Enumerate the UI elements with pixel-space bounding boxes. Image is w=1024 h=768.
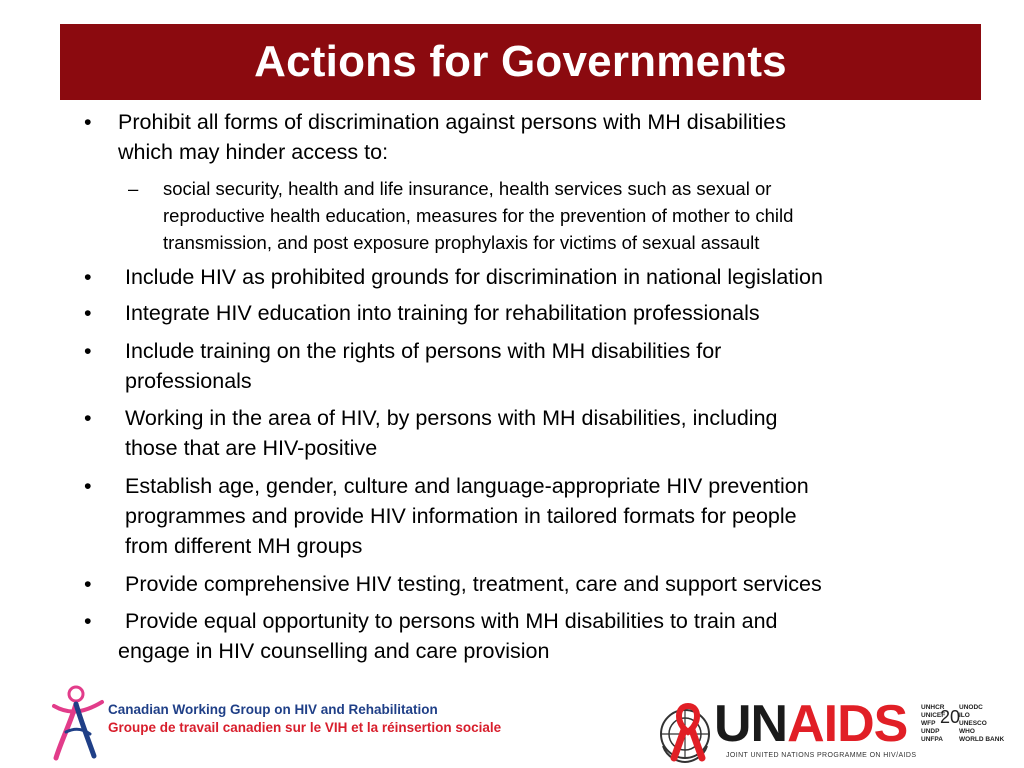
red-ribbon-icon <box>668 702 708 762</box>
bullet-item <box>84 107 964 167</box>
bullet-line: Provide comprehensive HIV testing, treatment, care and support services <box>125 572 822 596</box>
sub-bullet-item <box>128 175 958 256</box>
bullet-line: those that are HIV-positive <box>125 436 378 460</box>
cwg-name-french: Groupe de travail canadien sur le VIH et la réinsertion sociale <box>108 720 502 735</box>
unaids-un-text: UN <box>714 695 788 753</box>
bullet-line: from different MH groups <box>125 534 363 558</box>
unaids-wordmark <box>714 694 907 754</box>
sub-bullet-line: reproductive health education, measures for the prevention of mother to child <box>163 205 794 226</box>
unaids-aids-text: AIDS <box>787 695 908 753</box>
bullet-marker: • <box>84 406 92 430</box>
bullet-line: which may hinder access to: <box>118 140 389 164</box>
bullet-item <box>84 403 984 463</box>
cwg-name-english: Canadian Working Group on HIV and Rehabilitation <box>108 702 438 717</box>
sub-bullet-line: transmission, and post exposure prophylaxis for victims of sexual assault <box>163 232 760 253</box>
bullet-marker: • <box>84 265 92 289</box>
cosponsor-item: UNODC <box>959 704 983 711</box>
cosponsor-item: UNESCO <box>959 720 987 727</box>
bullet-line: Include HIV as prohibited grounds for discrimination in national legislation <box>125 265 823 289</box>
cosponsor-item: UNFPA <box>921 736 943 743</box>
bullet-line: Working in the area of HIV, by persons with MH disabilities, including <box>125 406 778 430</box>
bullet-item <box>84 336 984 396</box>
cosponsor-item: UNICEF <box>921 712 946 719</box>
bullet-line: Include training on the rights of persons with MH disabilities for <box>125 339 722 363</box>
bullet-item <box>84 569 984 599</box>
sub-bullet-line: social security, health and life insurance, health services such as sexual or <box>163 178 772 199</box>
bullet-item <box>84 262 984 292</box>
bullet-line: professionals <box>125 369 252 393</box>
cosponsor-item: ILO <box>959 712 970 719</box>
cwg-logo-icon <box>48 684 108 764</box>
bullet-marker: • <box>84 110 92 134</box>
bullet-item <box>84 606 984 666</box>
cosponsor-item: WORLD BANK <box>959 736 1005 743</box>
page-number: 20 <box>940 707 961 727</box>
bullet-item <box>84 471 984 561</box>
slide-footer <box>0 680 1024 768</box>
bullet-line: Provide equal opportunity to persons with MH disabilities to train and <box>125 609 778 633</box>
slide-title: Actions for Governments <box>254 37 787 86</box>
bullet-line: Prohibit all forms of discrimination against persons with MH disabilities <box>118 110 786 134</box>
bullet-line: programmes and provide HIV information in tailored formats for people <box>125 504 797 528</box>
bullet-line: engage in HIV counselling and care provision <box>118 639 550 663</box>
dash-marker: – <box>128 178 139 199</box>
bullet-marker: • <box>84 339 92 363</box>
bullet-marker: • <box>84 474 92 498</box>
cosponsor-item: WFP <box>921 720 936 727</box>
bullet-line: Integrate HIV education into training for rehabilitation professionals <box>125 301 760 325</box>
cosponsor-item: WHO <box>959 728 975 735</box>
cosponsor-item: UNDP <box>921 728 940 735</box>
bullet-line: Establish age, gender, culture and language-appropriate HIV prevention <box>125 474 809 498</box>
bullet-marker: • <box>84 609 92 633</box>
bullet-marker: • <box>84 301 92 325</box>
bullet-marker: • <box>84 572 92 596</box>
bullet-item <box>84 298 984 328</box>
unaids-tagline: JOINT UNITED NATIONS PROGRAMME ON HIV/AIDS <box>726 752 917 759</box>
cosponsor-item: UNHCR <box>921 704 945 711</box>
